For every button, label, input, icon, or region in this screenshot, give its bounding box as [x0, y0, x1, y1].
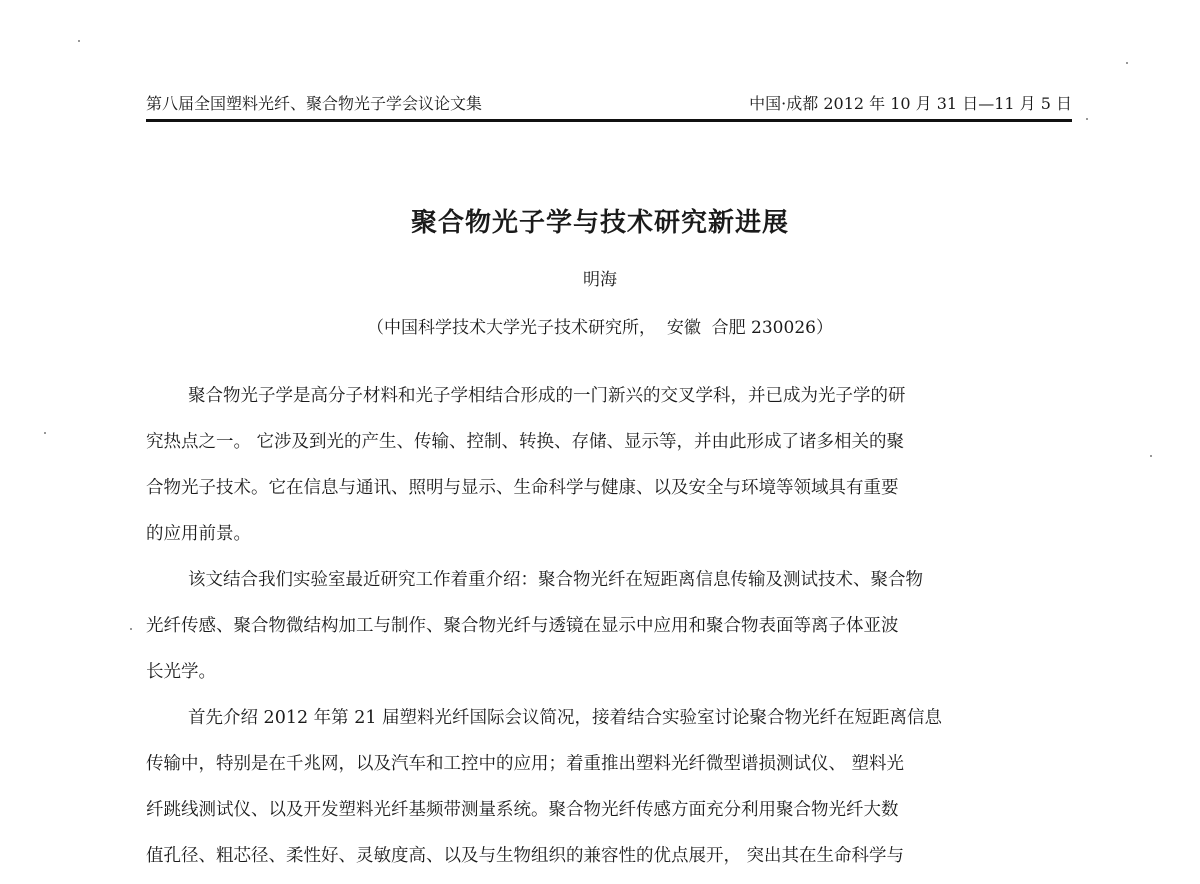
scan-speck	[1150, 455, 1152, 457]
paragraph-3-line-3: 纤跳线测试仪、以及开发塑料光纤基频带测量系统。聚合物光纤传感方面充分利用聚合物光纤大数	[146, 800, 899, 820]
scan-speck	[130, 628, 132, 630]
scan-speck	[44, 432, 46, 434]
author-name: 明海	[583, 270, 617, 290]
running-header	[146, 91, 1072, 117]
header-rule	[146, 119, 1072, 122]
author-affiliation: （中国科学技术大学光子技术研究所， 安徽 合肥 230026）	[367, 318, 833, 338]
paragraph-2-line-2: 光纤传感、聚合物微结构加工与制作、聚合物光纤与透镜在显示中应用和聚合物表面等离子体亚波	[146, 616, 899, 636]
paragraph-2-line-1: 该文结合我们实验室最近研究工作着重介绍：聚合物光纤在短距离信息传输及测试技术、聚合物	[188, 570, 923, 590]
paragraph-1-line-3: 合物光子技术。它在信息与通讯、照明与显示、生命科学与健康、以及安全与环境等领域具有重要	[146, 478, 899, 498]
proceedings-name: 第八届全国塑料光纤、聚合物光子学会议论文集	[146, 94, 483, 113]
paper-title: 聚合物光子学与技术研究新进展	[410, 208, 789, 238]
paragraph-1-line-4: 的应用前景。	[146, 524, 251, 544]
conference-location-date: 中国·成都 2012 年 10 月 31 日—11 月 5 日	[749, 94, 1072, 113]
abstract-body	[146, 373, 1076, 879]
paragraph-1-line-2: 究热点之一。 它涉及到光的产生、传输、控制、转换、存储、显示等，并由此形成了诸多相关的聚	[146, 432, 905, 452]
paragraph-3-line-4: 值孔径、粗芯径、柔性好、灵敏度高、以及与生物组织的兼容性的优点展开， 突出其在生命科学与	[146, 846, 905, 866]
scan-speck	[1126, 62, 1128, 64]
paragraph-3-line-1: 首先介绍 2012 年第 21 届塑料光纤国际会议简况，接着结合实验室讨论聚合物光纤在短距离信息	[188, 708, 943, 728]
paragraph-1-line-1: 聚合物光子学是高分子材料和光子学相结合形成的一门新兴的交叉学科，并已成为光子学的研	[188, 386, 906, 406]
paragraph-2-line-3: 长光学。	[146, 662, 216, 682]
scan-speck	[1086, 118, 1088, 120]
scan-speck	[78, 40, 80, 42]
paragraph-3-line-2: 传输中，特别是在千兆网，以及汽车和工控中的应用；着重推出塑料光纤微型谱损测试仪、 塑料光	[146, 754, 905, 774]
